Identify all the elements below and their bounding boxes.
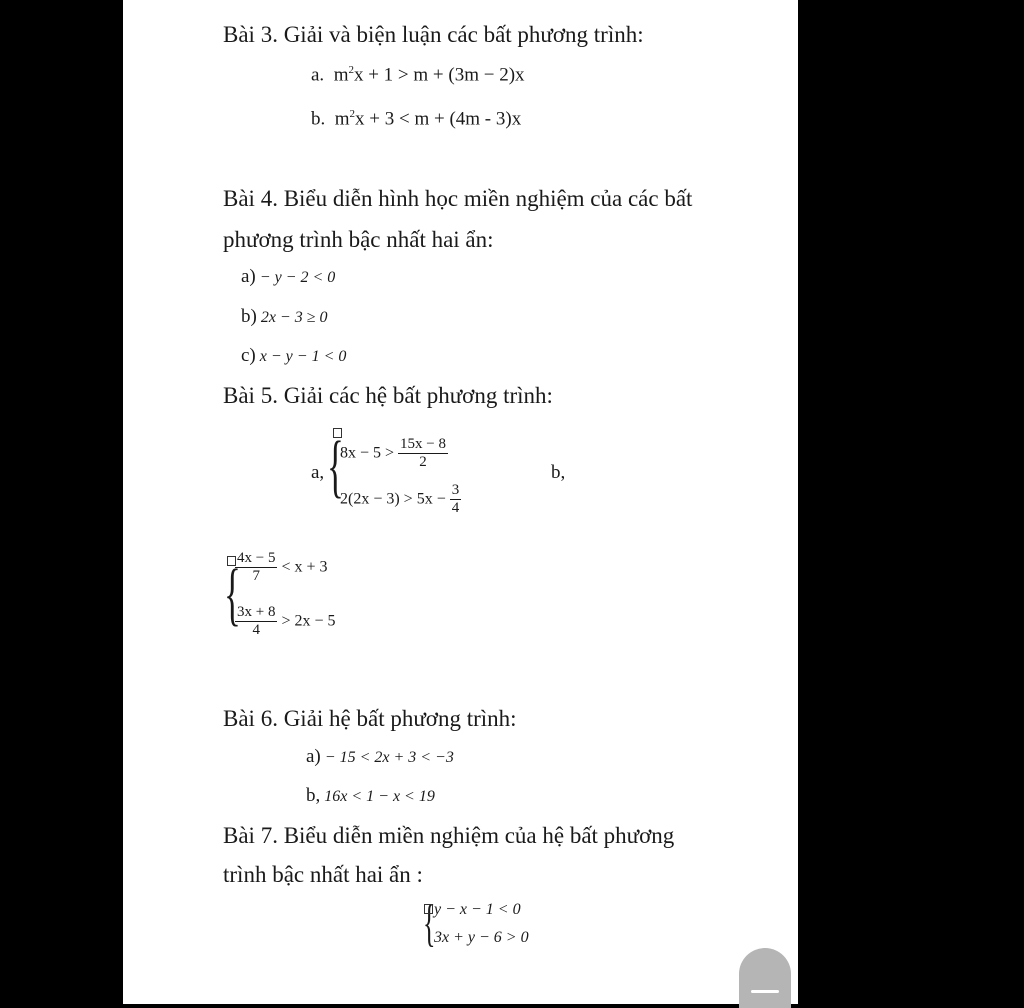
bai5-b-line2-post: > 2x − 5 [281,612,336,630]
bai4-heading-line1: Bài 4. Biểu diễn hình học miền nghiệm của các bất [223,186,693,211]
bai6-heading: Bài 6. Giải hệ bất phương trình: [223,706,517,731]
bai4-item-c [241,345,346,367]
bai4-a-expr: − y − 2 < 0 [259,269,336,286]
bai7-heading-line2: trình bậc nhất hai ẩn : [223,862,423,887]
bai4-heading-line2: phương trình bậc nhất hai ẩn: [223,227,494,252]
bai7-heading-line1: Bài 7. Biểu diễn miền nghiệm của hệ bất phương [223,823,675,848]
bai5-b-brace: { [224,556,241,633]
fraction-denominator: 4 [252,622,260,639]
bai5-b-line2-fraction [235,604,277,640]
fraction-numerator: 3x + 8 [235,604,277,622]
bai6-b-expr: 16x < 1 − x < 19 [324,788,435,805]
bai3-a-expr-post: x + 1 > m + (3m − 2)x [353,64,525,86]
bai4-b-expr: 2x − 3 ≥ 0 [260,309,328,326]
bai3-item-a [311,64,525,86]
bai5-a-brace: { [327,428,344,505]
bai5-a-label: a, [311,462,325,483]
bai5-a-line1-fraction [398,436,448,472]
fraction-denominator: 2 [419,454,427,471]
bai5-b-line1-post: < x + 3 [281,558,328,576]
bai3-heading: Bài 3. Giải và biện luận các bất phương trình: [223,22,644,47]
fraction-numerator: 4x − 5 [235,550,277,568]
fraction-denominator: 7 [252,568,260,585]
bai7-line2: 3x + y − 6 > 0 [434,929,529,946]
bai5-b-line1-fraction [235,550,277,586]
bai7-line1: y − x − 1 < 0 [434,901,521,918]
bai4-a-label: a) [241,266,256,287]
bai3-b-label: b. [311,108,326,130]
bai5-b-line1 [235,550,328,586]
bai4-b-label: b) [241,306,257,327]
bai6-b-label: b, [306,785,321,806]
fraction-numerator: 15x − 8 [398,436,448,454]
bai5-b-line2 [235,604,336,640]
bai3-a-expr-sup: 2 [348,64,354,76]
bai3-b-expr-post: x + 3 < m + (4m - 3)x [355,108,522,130]
fraction-numerator: 3 [450,482,462,500]
bai3-item-b [311,108,521,130]
bai6-item-a [306,746,454,768]
bai3-b-expr-pre: m [334,108,350,130]
bai5-a-line2-pre: 2(2x − 3) > 5x − [340,490,446,508]
bai5-a-line2-fraction [450,482,462,518]
bai3-a-label: a. [311,64,325,86]
fraction-denominator: 4 [451,500,460,517]
bai3-b-expr-sup: 2 [349,108,356,120]
bai4-c-label: c) [241,345,256,366]
bai5-heading: Bài 5. Giải các hệ bất phương trình: [223,383,553,408]
bai4-item-b [241,306,328,328]
bai5-a-line1-pre: 8x − 5 > [340,444,395,462]
bai4-item-a [241,266,335,288]
drag-handle-icon [751,990,779,993]
document-page [123,0,798,1004]
bai5-a-line2 [340,482,461,518]
missing-glyph-icon [424,904,433,914]
bai6-a-label: a) [306,746,321,767]
scroll-handle[interactable] [739,948,791,1008]
bai6-a-expr: − 15 < 2x + 3 < −3 [324,749,454,766]
bai7-brace: { [423,895,436,952]
bai5-b-label: b, [551,462,566,483]
bai3-a-expr-pre: m [333,64,349,86]
bai5-a-line1 [340,436,448,472]
bai6-item-b [306,785,435,807]
bai4-c-expr: x − y − 1 < 0 [259,348,347,365]
